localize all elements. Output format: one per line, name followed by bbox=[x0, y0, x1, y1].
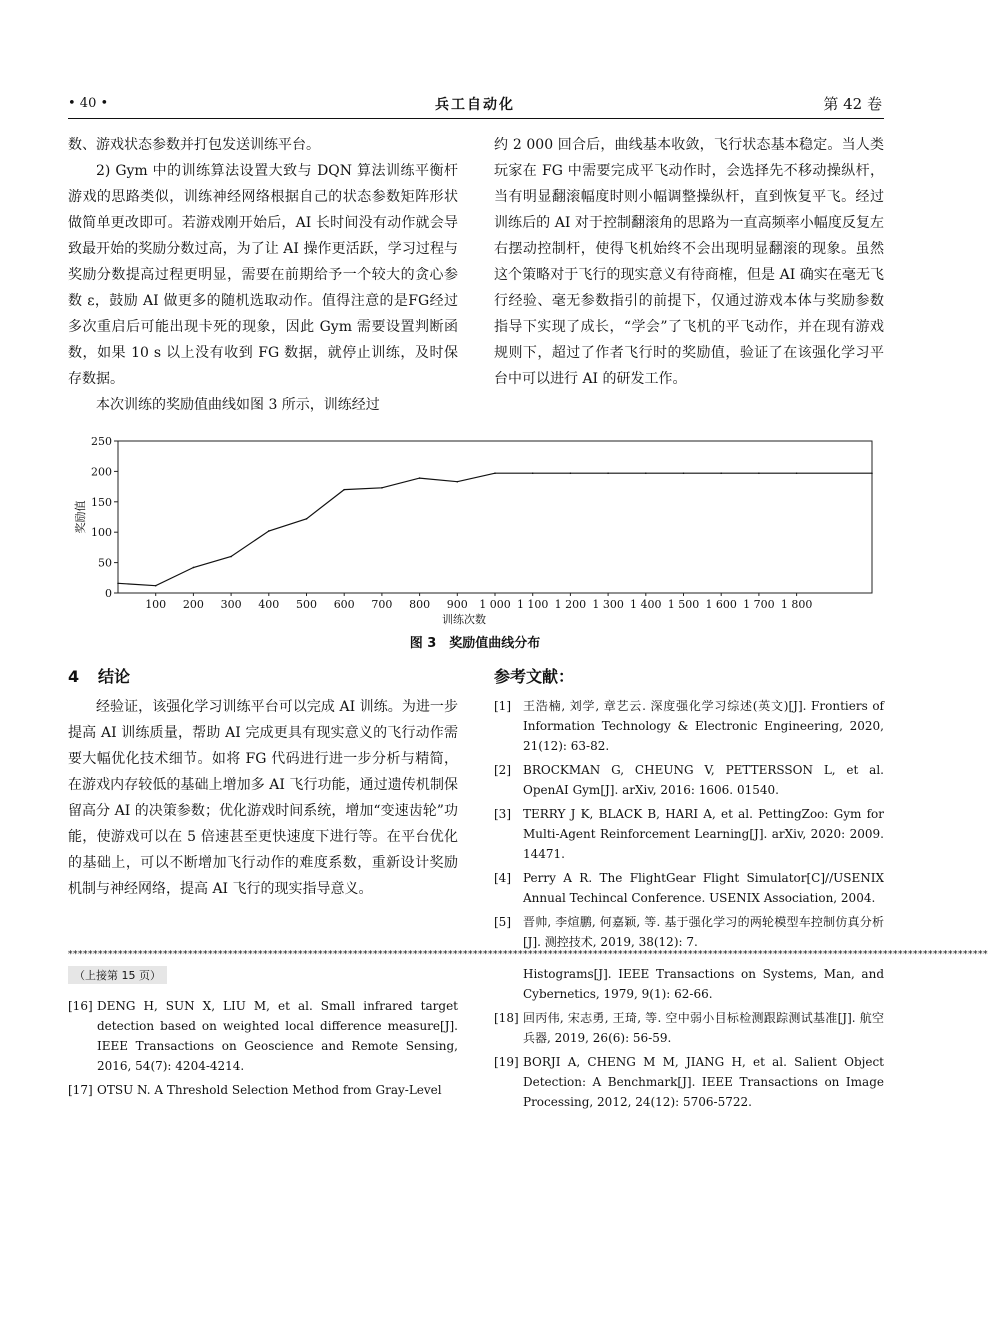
data-point bbox=[457, 481, 459, 483]
reference-number: [4] bbox=[494, 871, 511, 885]
reference-number: [2] bbox=[494, 763, 511, 777]
references-list bbox=[494, 696, 884, 956]
reference-item bbox=[494, 1052, 884, 1112]
reward-chart bbox=[70, 433, 880, 633]
reference-text: DENG H, SUN X, LIU M, et al. Small infrared target detection based on weighted local difference measure[J]. IEEE Transactions on Geoscience and Remote Sensing, 2016, 54(7): 4204-4214. bbox=[97, 999, 458, 1073]
x-tick-label: 1 600 bbox=[705, 598, 737, 611]
data-point bbox=[230, 556, 232, 558]
reference-number: [3] bbox=[494, 807, 511, 821]
reference-item bbox=[494, 804, 884, 864]
reference-number: [18] bbox=[494, 1011, 519, 1025]
left-column bbox=[68, 132, 458, 418]
x-tick-label: 1 700 bbox=[743, 598, 775, 611]
y-tick-label: 150 bbox=[91, 495, 112, 509]
references-title: 参考文献： bbox=[494, 667, 575, 686]
data-point bbox=[117, 582, 119, 584]
separator-line: **************************************************************************************************************************************************************************************** bbox=[68, 950, 988, 960]
reference-text: OTSU N. A Threshold Selection Method from Gray-Level bbox=[97, 1083, 442, 1097]
section-number: 4 bbox=[68, 667, 80, 686]
x-tick-label: 800 bbox=[409, 598, 431, 611]
volume-label: 第 42 卷 bbox=[823, 95, 882, 113]
x-tick-label: 1 500 bbox=[667, 598, 700, 611]
x-tick-label: 200 bbox=[182, 598, 204, 611]
x-tick-label: 1 100 bbox=[516, 598, 549, 611]
conclusion-text bbox=[68, 694, 458, 902]
x-tick-label: 600 bbox=[333, 598, 355, 611]
reference-number: [19] bbox=[494, 1055, 519, 1069]
reference-text: Perry A R. The FlightGear Flight Simulator[C]//USENIX Annual Techincal Conference. USENIX Association, 2004. bbox=[523, 871, 884, 905]
data-point bbox=[193, 567, 195, 569]
x-tick-label: 1 300 bbox=[592, 598, 624, 611]
data-point bbox=[419, 477, 421, 479]
reference-item bbox=[68, 996, 458, 1076]
reference-text: BORJI A, CHENG M M, JIANG H, et al. Salient Object Detection: A Benchmark[J]. IEEE Transactions on Image Processing, 2012, 24(12): 5706-5722. bbox=[523, 1055, 884, 1109]
reference-text: BROCKMAN G, CHEUNG V, PETTERSSON L, et al. OpenAI Gym[J]. arXiv, 2016: 1606. 01540. bbox=[523, 763, 884, 797]
data-point bbox=[343, 489, 345, 491]
data-point bbox=[758, 472, 760, 474]
reference-number: [5] bbox=[494, 915, 511, 929]
x-axis-label: 训练次数 bbox=[442, 613, 486, 626]
continued-references-right bbox=[494, 964, 884, 1116]
section-heading: 结论 bbox=[98, 667, 131, 686]
data-point bbox=[645, 472, 647, 474]
y-tick-label: 200 bbox=[91, 465, 112, 479]
plot-frame bbox=[118, 441, 872, 593]
data-point bbox=[381, 487, 383, 489]
data-point bbox=[796, 472, 798, 474]
data-point bbox=[570, 472, 572, 474]
x-tick-label: 300 bbox=[220, 598, 242, 611]
data-point bbox=[494, 472, 496, 474]
header-rule bbox=[68, 118, 884, 119]
reference-item bbox=[494, 868, 884, 908]
reference-text: 晋帅, 李煊鹏, 何嘉颖, 等. 基于强化学习的两轮模型车控制仿真分析[J]. 测控技术, 2019, 38(12): 7. bbox=[523, 915, 884, 949]
x-tick-label: 100 bbox=[145, 598, 167, 611]
reference-item bbox=[68, 1080, 458, 1100]
figure-caption: 图 3 奖励值曲线分布 bbox=[409, 636, 541, 651]
x-tick-label: 400 bbox=[258, 598, 280, 611]
reference-number: [16] bbox=[68, 999, 93, 1013]
paragraph: 本次训练的奖励值曲线如图 3 所示，训练经过 bbox=[96, 397, 380, 413]
x-tick-label: 500 bbox=[296, 598, 317, 611]
reference-text: 回丙伟, 宋志勇, 王琦, 等. 空中弱小目标检测跟踪测试基准[J]. 航空兵器, 2019, 26(6): 56-59. bbox=[523, 1011, 884, 1045]
paragraph: 经验证，该强化学习训练平台可以完成 AI 训练。为进一步提高 AI 训练质量，帮助 AI 完成更具有现实意义的飞行动作需要大幅优化技术细节。如将 FG 代码进行进一步分析与精简，在游戏内存较低的基础上增加多 AI 飞行功能，通过遗传机制保留高分 AI 的决策参数；优化游戏时间系统，增加“变速齿轮”功能，使游戏可以在 5 倍速甚至更快速度下进行等。在平台优化的基础上，可以不断增加飞行动作的难度系数，重新设计奖励机制与神经网络，提高 AI 飞行的现实指导意义。 bbox=[68, 699, 458, 897]
reference-number: [17] bbox=[68, 1083, 93, 1097]
x-tick-label: 1 400 bbox=[630, 598, 662, 611]
data-point bbox=[683, 472, 685, 474]
x-tick-label: 1 800 bbox=[780, 598, 813, 611]
continued-badge: （上接第 15 页） bbox=[68, 966, 167, 984]
reference-continuation: Histograms[J]. IEEE Transactions on Systems, Man, and Cybernetics, 1979, 9(1): 62-66. bbox=[523, 967, 884, 1001]
journal-title: 兵工自动化 bbox=[435, 97, 515, 113]
reference-number: [1] bbox=[494, 699, 511, 713]
reference-item bbox=[494, 912, 884, 952]
data-point bbox=[532, 472, 534, 474]
paragraph: 数、游戏状态参数并打包发送训练平台。 bbox=[68, 137, 320, 153]
reference-text: 王浩楠, 刘学, 章艺云. 深度强化学习综述(英文)[J]. Frontiers of Information Technology & Electronic Engineering, 2020, 21(12): 63-82. bbox=[523, 699, 884, 753]
continued-references-left bbox=[68, 996, 458, 1104]
section-title bbox=[68, 664, 130, 687]
data-point bbox=[607, 472, 609, 474]
y-tick-label: 50 bbox=[98, 556, 112, 570]
y-axis-label: 奖励值 bbox=[74, 500, 87, 534]
data-point bbox=[268, 530, 270, 532]
paragraph: 约 2 000 回合后，曲线基本收敛，飞行状态基本稳定。当人类玩家在 FG 中需要完成平飞动作时，会选择先不移动操纵杆，当有明显翻滚幅度时则小幅调整操纵杆，直到恢复平飞。经过训练后的 AI 对于控制翻滚角的思路为一直高频率小幅度反复左右摆动控制杆，使得飞机始终不会出现明显翻滚的现象。虽然这个策略对于飞行的现实意义有待商榷，但是 AI 确实在毫无飞行经验、毫无参数指引的前提下，仅通过游戏本体与奖励参数指导下实现了成长，“学会”了飞机的平飞动作，并在现有游戏规则下，超过了作者飞行时的奖励值，验证了在该强化学习平台中可以进行 AI 的研发工作。 bbox=[494, 137, 884, 387]
reference-item bbox=[494, 1008, 884, 1048]
data-point bbox=[306, 518, 308, 520]
right-column bbox=[494, 132, 884, 392]
x-tick-label: 1 000 bbox=[479, 598, 511, 611]
data-point bbox=[720, 472, 722, 474]
x-tick-label: 700 bbox=[371, 598, 393, 611]
y-tick-label: 250 bbox=[91, 435, 112, 448]
page-number: • 40 • bbox=[68, 96, 109, 111]
reward-series-line bbox=[118, 473, 872, 586]
data-point bbox=[155, 585, 157, 587]
reference-item bbox=[494, 760, 884, 800]
x-tick-label: 1 200 bbox=[554, 598, 587, 611]
paragraph: 2) Gym 中的训练算法设置大致与 DQN 算法训练平衡杆游戏的思路类似，训练神经网络根据自己的状态参数矩阵形状做简单更改即可。若游戏刚开始后，AI 长时间没有动作就会导致最开始的奖励分数过高，为了让 AI 操作更活跃，学习过程与奖励分数提高过程更明显，需要在前期给予一个较大的贪心参数 ε，鼓励 AI 做更多的随机选取动作。值得注意的是FG经过多次重启后可能出现卡死的现象，因此 Gym 需要设置判断函数，如果 10 s 以上没有收到 FG 数据，就停止训练，及时保存数据。 bbox=[68, 163, 458, 387]
x-tick-label: 900 bbox=[446, 598, 468, 611]
y-tick-label: 0 bbox=[105, 587, 112, 600]
y-tick-label: 100 bbox=[91, 526, 112, 540]
data-point bbox=[871, 472, 873, 474]
reference-item bbox=[494, 696, 884, 756]
reference-text: TERRY J K, BLACK B, HARI A, et al. PettingZoo: Gym for Multi-Agent Reinforcement Learning[J]. arXiv, 2020: 2009. 14471. bbox=[523, 807, 884, 861]
